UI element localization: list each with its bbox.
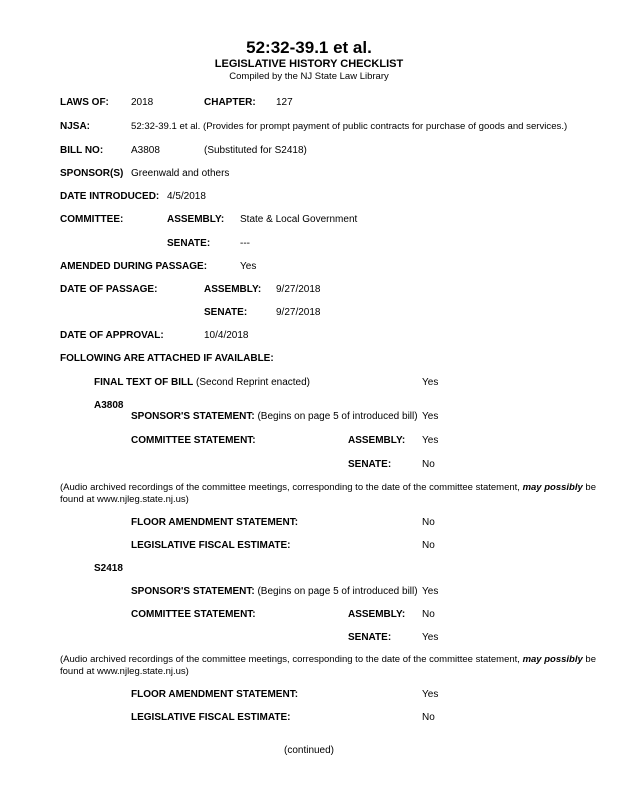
s2418-sponsor-statement-row bbox=[131, 586, 418, 598]
a3808-floor-value: No bbox=[422, 517, 435, 528]
a3808-assembly-value: Yes bbox=[422, 435, 439, 446]
continued-note: (continued) bbox=[283, 745, 335, 756]
s2418-fiscal-value: No bbox=[422, 712, 435, 723]
a3808-audio-note-link-text: be found at www.njleg.state.nj.us) bbox=[60, 482, 596, 505]
bill-a3808-id: A3808 bbox=[94, 400, 124, 411]
date-approval-label: DATE OF APPROVAL: bbox=[60, 330, 164, 341]
s2418-senate-value: Yes bbox=[422, 632, 439, 643]
a3808-sponsor-statement-label: SPONSOR'S STATEMENT: bbox=[131, 411, 255, 422]
s2418-floor-value: Yes bbox=[422, 689, 439, 700]
page-subtitle: LEGISLATIVE HISTORY CHECKLIST bbox=[214, 58, 404, 70]
njsa-label: NJSA: bbox=[60, 121, 91, 132]
committee-label: COMMITTEE: bbox=[60, 214, 124, 225]
a3808-sponsor-statement-value: Yes bbox=[422, 411, 439, 422]
passage-senate-value: 9/27/2018 bbox=[276, 307, 321, 318]
s2418-floor-label: FLOOR AMENDMENT STATEMENT: bbox=[131, 689, 299, 700]
a3808-fiscal-value: No bbox=[422, 540, 435, 551]
a3808-audio-note bbox=[60, 482, 605, 506]
chapter-label: CHAPTER: bbox=[204, 97, 256, 108]
a3808-committee-statement-label: COMMITTEE STATEMENT: bbox=[131, 435, 256, 446]
compiled-by: Compiled by the NJ State Law Library bbox=[229, 71, 389, 82]
date-introduced-value: 4/5/2018 bbox=[167, 191, 206, 202]
attached-heading: FOLLOWING ARE ATTACHED IF AVAILABLE: bbox=[60, 353, 274, 364]
final-text-value: Yes bbox=[422, 377, 439, 388]
s2418-audio-note-emphasis: may possibly bbox=[522, 654, 583, 665]
s2418-assembly-label: ASSEMBLY: bbox=[348, 609, 406, 620]
s2418-assembly-value: No bbox=[422, 609, 435, 620]
s2418-committee-statement-label: COMMITTEE STATEMENT: bbox=[131, 609, 256, 620]
a3808-sponsor-statement-row bbox=[131, 411, 418, 423]
date-approval-value: 10/4/2018 bbox=[204, 330, 249, 341]
a3808-senate-value: No bbox=[422, 459, 435, 470]
committee-assembly-label: ASSEMBLY: bbox=[167, 214, 225, 225]
final-text-label: FINAL TEXT OF BILL bbox=[94, 377, 194, 388]
a3808-fiscal-label: LEGISLATIVE FISCAL ESTIMATE: bbox=[131, 540, 291, 551]
passage-assembly-label: ASSEMBLY: bbox=[204, 284, 262, 295]
bill-no-value: A3808 bbox=[131, 145, 160, 156]
committee-assembly-value: State & Local Government bbox=[240, 214, 358, 225]
a3808-audio-note-emphasis: may possibly bbox=[522, 482, 583, 493]
a3808-audio-note-text: (Audio archived recordings of the committee meetings, corresponding to the date of the committee statement, bbox=[60, 482, 523, 493]
date-introduced-label: DATE INTRODUCED: bbox=[60, 191, 160, 202]
committee-senate-label: SENATE: bbox=[167, 238, 211, 249]
s2418-sponsor-statement-note: (Begins on page 5 of introduced bill) bbox=[257, 586, 418, 597]
amended-value: Yes bbox=[240, 261, 257, 272]
sponsors-value: Greenwald and others bbox=[131, 168, 230, 179]
chapter-value: 127 bbox=[276, 97, 293, 108]
s2418-senate-label: SENATE: bbox=[348, 632, 392, 643]
s2418-audio-note-text: (Audio archived recordings of the committee meetings, corresponding to the date of the committee statement, bbox=[60, 654, 523, 665]
date-passage-label: DATE OF PASSAGE: bbox=[60, 284, 158, 295]
passage-senate-label: SENATE: bbox=[204, 307, 248, 318]
laws-of-value: 2018 bbox=[131, 97, 154, 108]
njsa-value: 52:32-39.1 et al. (Provides for prompt payment of public contracts for purchase of goods and services.) bbox=[131, 121, 568, 132]
bill-s2418-id: S2418 bbox=[94, 563, 123, 574]
a3808-floor-label: FLOOR AMENDMENT STATEMENT: bbox=[131, 517, 299, 528]
laws-of-label: LAWS OF: bbox=[60, 97, 109, 108]
s2418-fiscal-label: LEGISLATIVE FISCAL ESTIMATE: bbox=[131, 712, 291, 723]
sponsors-label: SPONSOR(S) bbox=[60, 168, 124, 179]
final-text-row bbox=[94, 377, 310, 389]
final-text-note: (Second Reprint enacted) bbox=[196, 377, 311, 388]
page-title: 52:32-39.1 et al. bbox=[246, 38, 372, 57]
s2418-audio-note bbox=[60, 654, 605, 678]
amended-label: AMENDED DURING PASSAGE: bbox=[60, 261, 208, 272]
a3808-senate-label: SENATE: bbox=[348, 459, 392, 470]
passage-assembly-value: 9/27/2018 bbox=[276, 284, 321, 295]
bill-no-label: BILL NO: bbox=[60, 145, 104, 156]
s2418-sponsor-statement-label: SPONSOR'S STATEMENT: bbox=[131, 586, 255, 597]
a3808-sponsor-statement-note: (Begins on page 5 of introduced bill) bbox=[257, 411, 418, 422]
a3808-assembly-label: ASSEMBLY: bbox=[348, 435, 406, 446]
s2418-sponsor-statement-value: Yes bbox=[422, 586, 439, 597]
bill-no-note: (Substituted for S2418) bbox=[204, 145, 307, 156]
s2418-audio-note-link-text: be found at www.njleg.state.nj.us) bbox=[60, 654, 596, 677]
committee-senate-value: --- bbox=[240, 238, 250, 249]
